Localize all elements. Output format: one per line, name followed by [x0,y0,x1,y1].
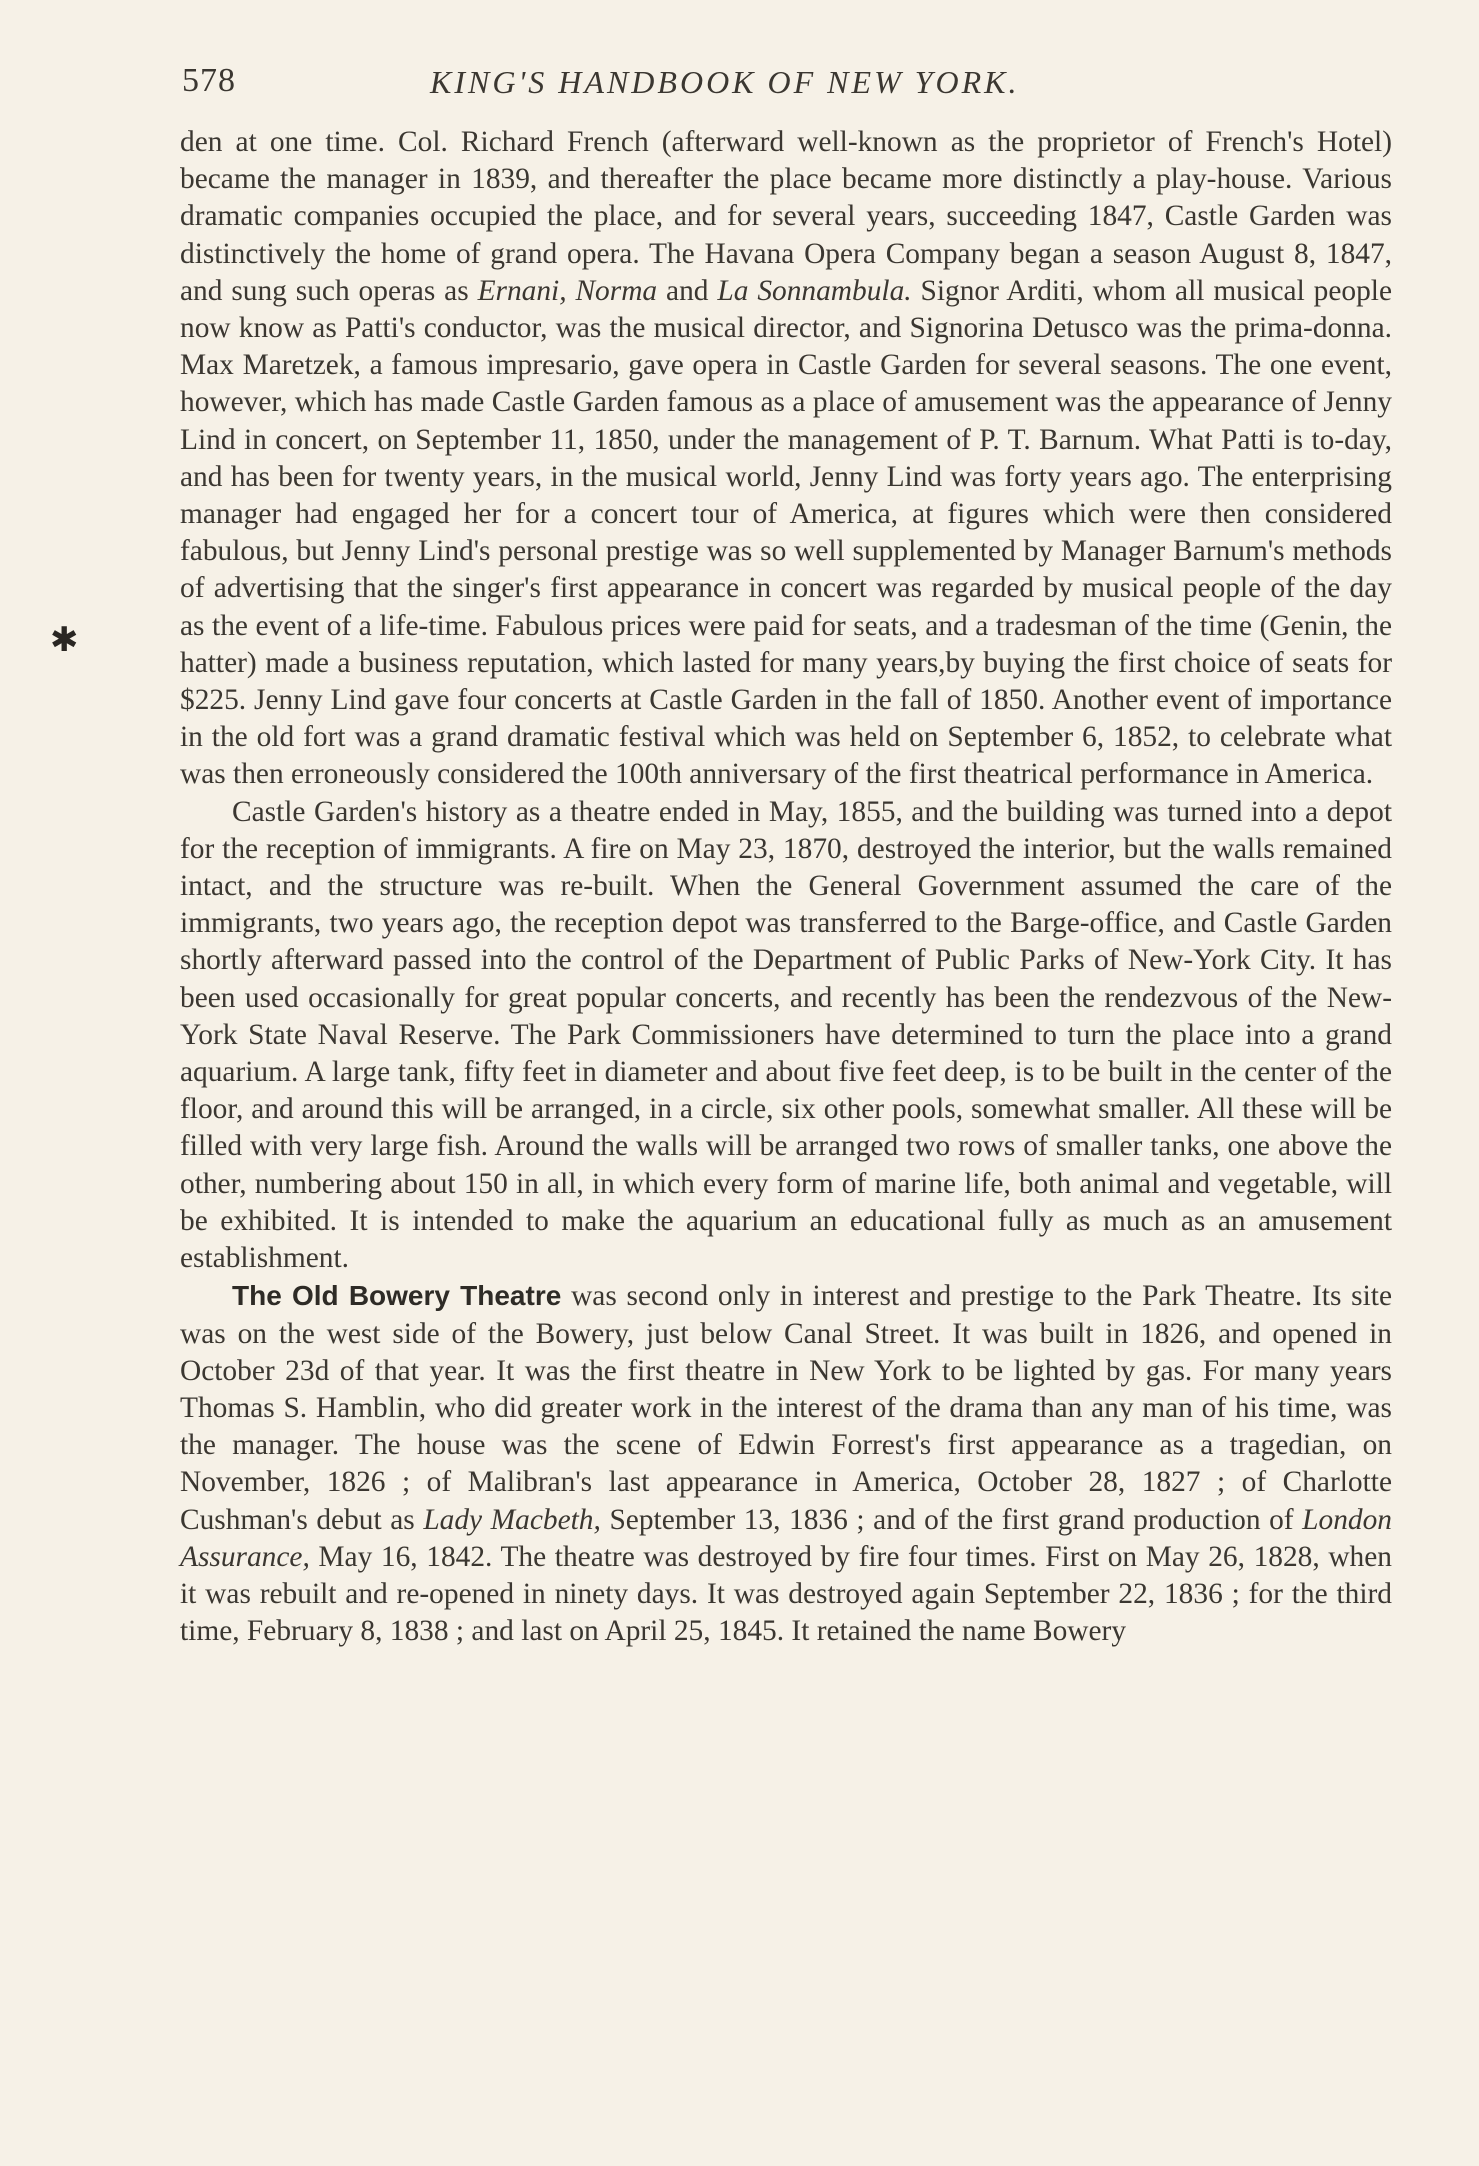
text-run: den at one time. Col. Richard French (afterward well-known as the proprietor of French's Hotel) became the manager in 1839, and thereafter the place became more distinctly a play-house. Various dramatic companies occupied the place, and for several years, succeeding 1847, Castle Garden was distinctively the home of grand opera. The Havana Opera Company began a season August 8, 1847, and sung such operas as [180,126,1392,307]
text-run: and [657,274,718,307]
page [180,58,1392,1650]
paragraph-castle-garden-history [180,794,1392,1278]
italic-opera-titles: Ernani, Norma [477,274,658,307]
text-run: Castle Garden's history as a theatre ended in May, 1855, and the building was turned into a depot for the reception of immigrants. A fire on May 23, 1870, destroyed the interior, but the walls remained intact, and the structure was re-built. When the General Government assumed the care of the immigrants, two years ago, the reception depot was transferred to the Barge-office, and Castle Garden shortly afterward passed into the control of the Department of Public Parks of New-York City. It has been used occasionally for great popular concerts, and recently has been the rendezvous of the New-York State Naval Reserve. The Park Commissioners have determined to turn the place into a grand aquarium. A large tank, fifty feet in diameter and about five feet deep, is to be built in the center of the floor, and around this will be arranged, in a circle, six other pools, somewhat smaller. All these will be filled with very large fish. Around the walls will be arranged two rows of smaller tanks, one above the other, numbering about 150 in all, in which every form of marine life, both animal and vegetable, will be exhibited. It is intended to make the aquarium an educational fully as much as an amusement establishment. [180,795,1392,1275]
paragraph-old-bowery-theatre [180,1277,1392,1650]
text-run: Signor Arditi, whom all musical people now know as Patti's conductor, was the musical director, and Signorina Detusco was the prima-donna. Max Maretzek, a famous impresario, gave opera in Castle Garden for several seasons. The one event, however, which has made Castle Garden famous as a place of amusement was the appearance of Jenny Lind in concert, on September 11, 1850, under the management of P. T. Barnum. What Patti is to-day, and has been for twenty years, in the musical world, Jenny Lind was forty years ago. The enterprising manager had engaged her for a concert tour of America, at figures which were then considered fabulous, but Jenny Lind's personal prestige was so well supplemented by Manager Barnum's methods of advertising that the singer's first appearance in concert was regarded by musical people of the day as the event of a life-time. Fabulous prices were paid for seats, and a tradesman of the time (Genin, the hatter) made a business reputation, which lasted for many years,by buying the first choice of seats for $225. Jenny Lind gave four concerts at Castle Garden in the fall of 1850. Another event of importance in the old fort was a grand dramatic festival which was held on September 6, 1852, to celebrate what was then erroneously considered the 100th anniversary of the first theatrical performance in America. [180,274,1392,791]
italic-play-title: London Assurance, [180,1503,1392,1573]
running-title: KING'S HANDBOOK OF NEW YORK. [430,64,1020,100]
italic-opera-title: La Sonnambula. [717,274,912,307]
page-number: 578 [182,62,236,99]
margin-asterisk-mark: ✱ [50,620,79,660]
text-run: was second only in interest and prestige to the Park Theatre. Its site was on the west side of the Bowery, just below Canal Street. It was built in 1826, and opened in October 23d of that year. It was the first theatre in New York to be lighted by gas. For many years Thomas S. Hamblin, who did greater work in the interest of the drama than any man of his time, was the manager. The house was the scene of Edwin Forrest's first appearance as a tragedian, on November, 1826 ; of Malibran's last appearance in America, October 28, 1827 ; of Charlotte Cushman's debut as [180,1280,1392,1536]
section-heading: The Old Bowery Theatre [232,1280,562,1312]
paragraph-castle-garden-opera [180,124,1392,794]
italic-play-title: Lady Macbeth, [423,1503,601,1536]
page-header [180,58,1392,116]
body-text [180,124,1392,1650]
text-run: September 13, 1836 ; and of the first grand production of [600,1503,1303,1536]
text-run: May 16, 1842. The theatre was destroyed by fire four times. First on May 26, 1828, when it was rebuilt and re-opened in ninety days. It was destroyed again September 22, 1836 ; for the third time, February 8, 1838 ; and last on April 25, 1845. It retained the name Bowery [180,1540,1392,1648]
